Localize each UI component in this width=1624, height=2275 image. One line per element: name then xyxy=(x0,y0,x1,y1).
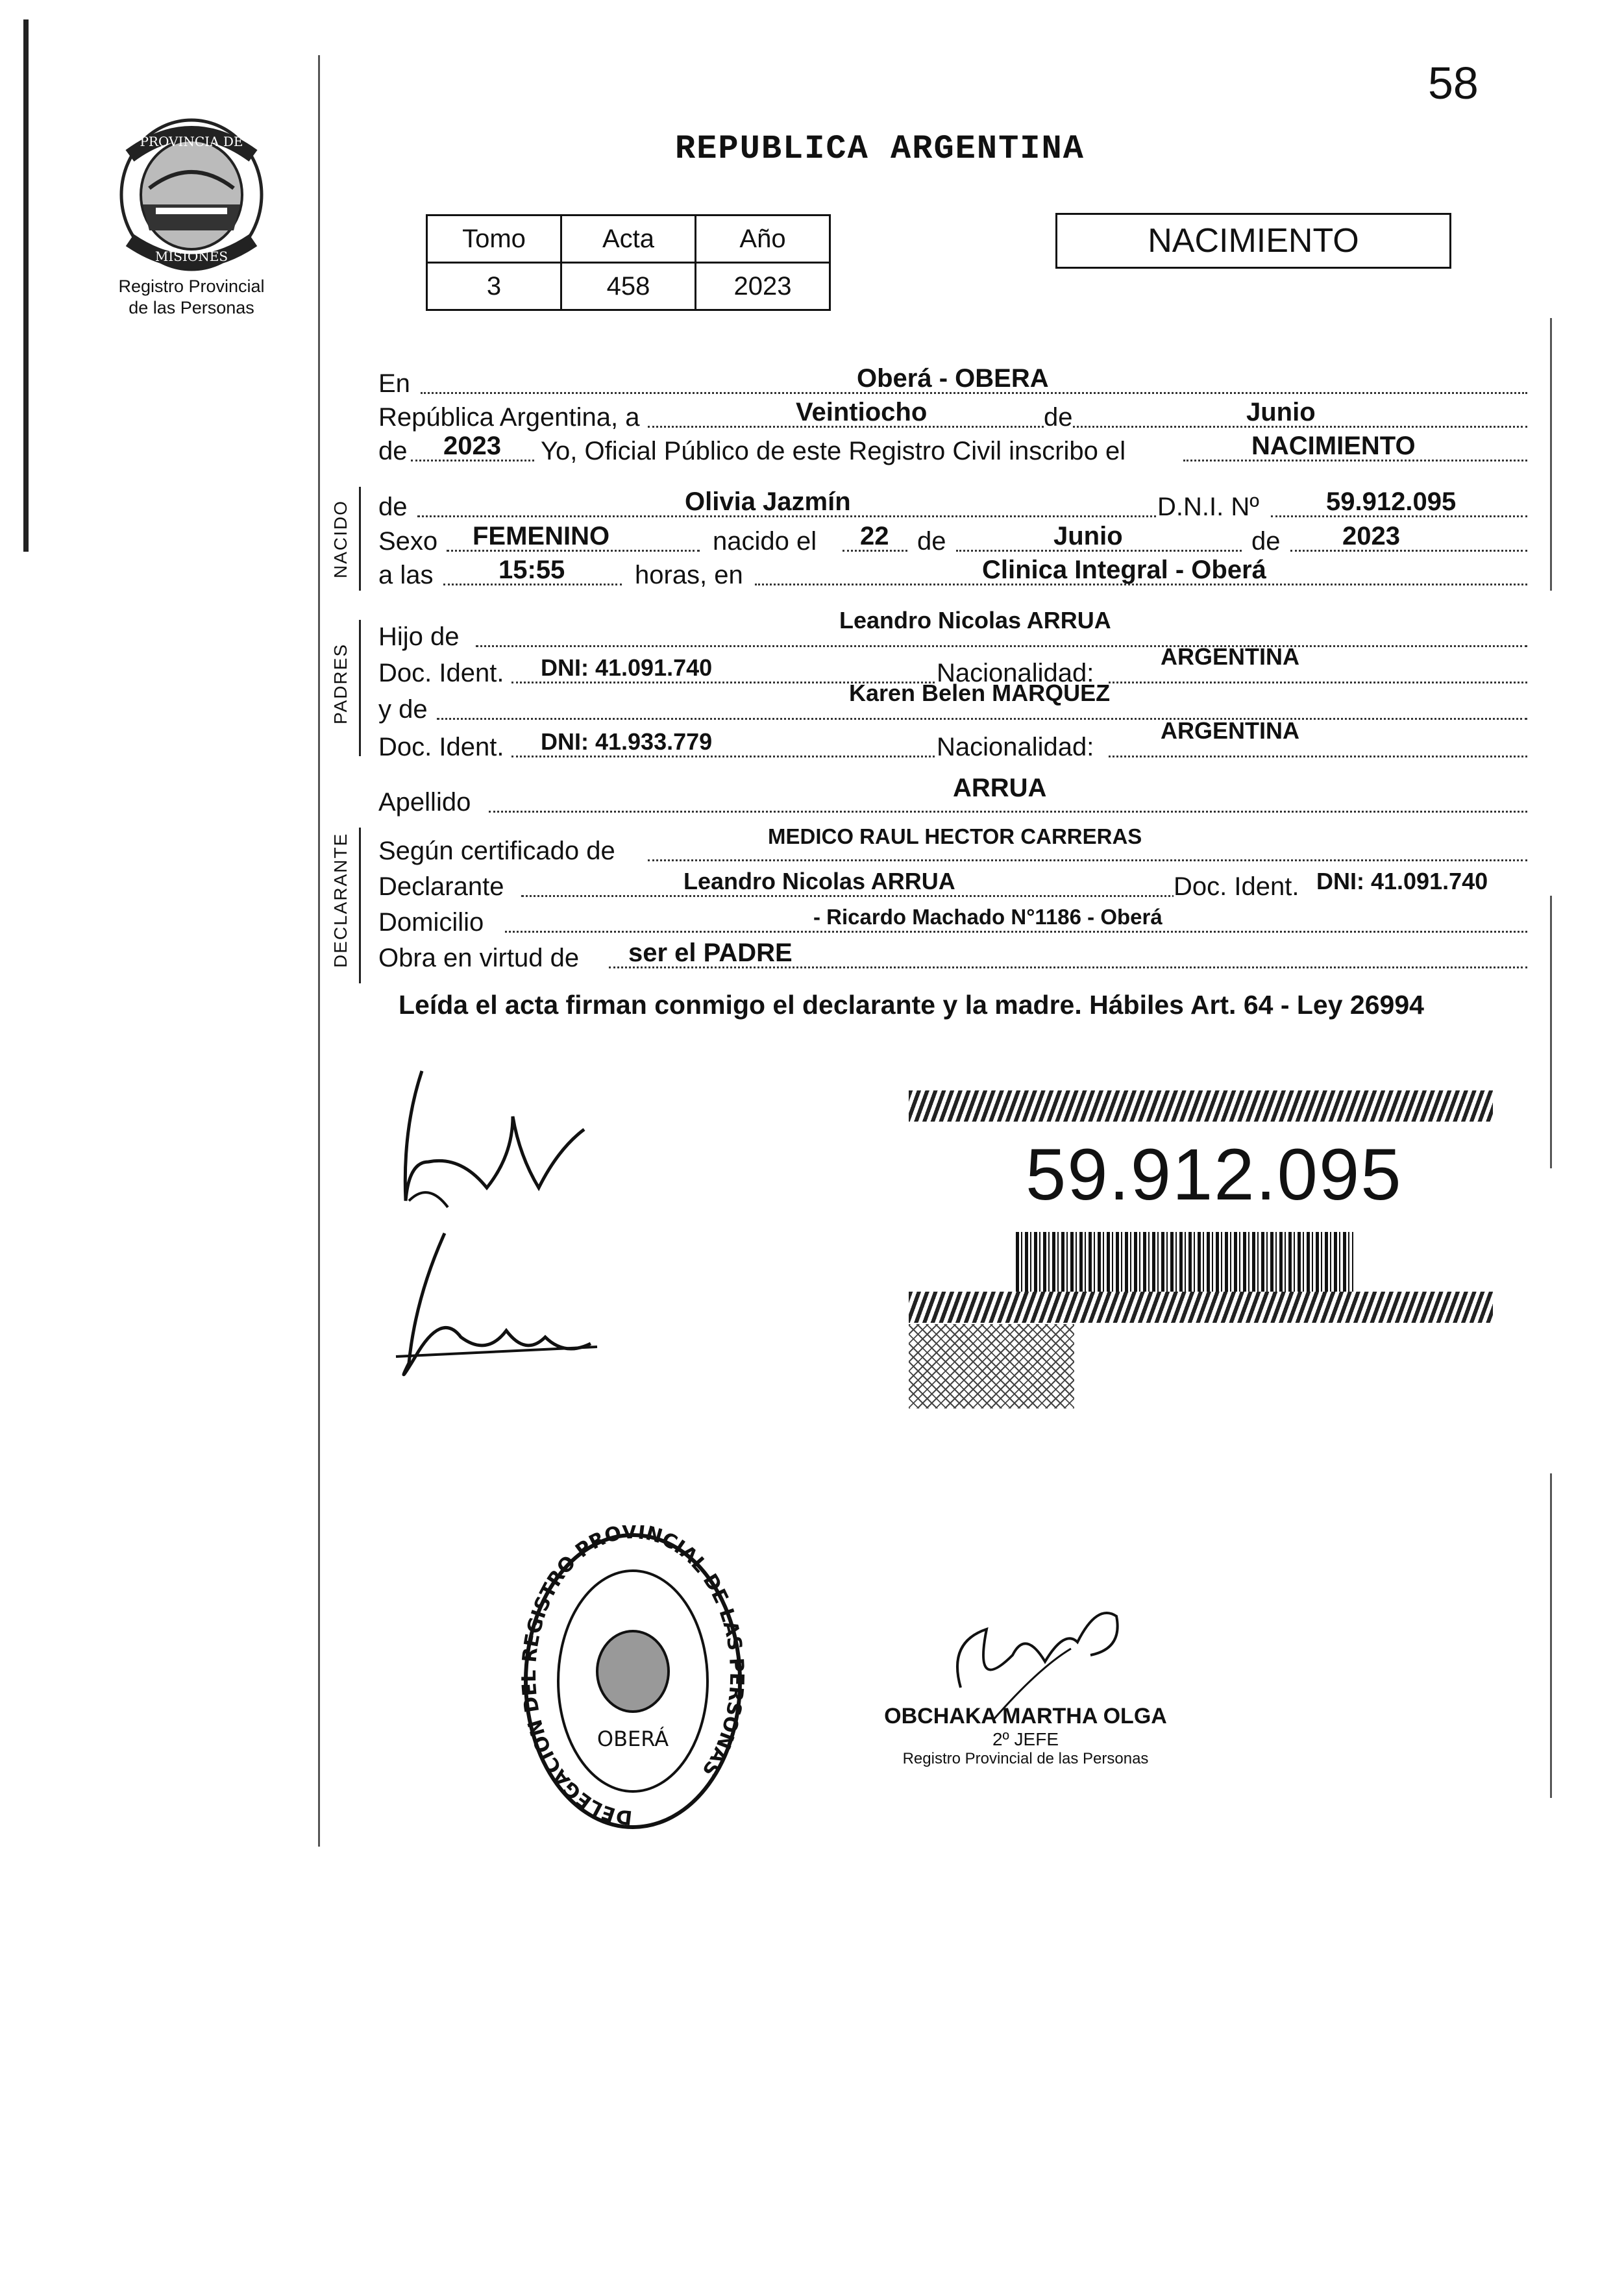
apellido-label: Apellido xyxy=(378,788,471,817)
registry-header-row xyxy=(427,215,830,263)
logo-caption-line1: Registro Provincial xyxy=(118,277,265,296)
birth-place: Clinica Integral - Oberá xyxy=(982,556,1266,584)
svg-text:PROVINCIA DE: PROVINCIA DE xyxy=(140,134,243,149)
svg-text:DELEGACION DEL REGISTRO PROVIN: DELEGACION DEL REGISTRO PROVINCIAL DE LAS PERSONAS xyxy=(519,1525,746,1829)
declarante-value: Leandro Nicolas ARRUA xyxy=(683,868,955,894)
line-certificado xyxy=(378,824,1527,868)
line-domicilio xyxy=(378,905,1527,939)
en-value: Oberá - OBERA xyxy=(857,364,1049,393)
line-apellido xyxy=(378,774,1527,819)
republica-month: Junio xyxy=(1246,398,1316,426)
father-name: Leandro Nicolas ARRUA xyxy=(839,607,1111,633)
line-hora xyxy=(378,558,1527,592)
cert-value: MEDICO RAUL HECTOR CARRERAS xyxy=(768,824,1142,848)
domicilio-value: - Ricardo Machado N°1186 - Oberá xyxy=(813,905,1163,929)
year-de-label: de xyxy=(378,437,408,465)
birth-month: Junio xyxy=(1053,522,1123,550)
birth-de-label: de xyxy=(917,527,946,556)
signature-icon xyxy=(389,1051,662,1418)
registry-value-tomo: 3 xyxy=(427,263,561,310)
birth-de-label-2: de xyxy=(1251,527,1281,556)
declarante-section-label: DECLARANTE xyxy=(330,832,351,968)
father-doc-label: Doc. Ident. xyxy=(378,659,504,687)
officer-role: 2º JEFE xyxy=(992,1729,1059,1749)
svg-text:OBERÁ: OBERÁ xyxy=(597,1727,669,1751)
nacido-section-label: NACIDO xyxy=(330,500,351,578)
line-declarante xyxy=(378,870,1527,904)
provincial-seal-icon xyxy=(117,117,266,276)
registry-header-tomo: Tomo xyxy=(427,215,561,263)
apellido-value: ARRUA xyxy=(953,774,1047,802)
left-margin-line xyxy=(23,19,29,552)
logo-caption xyxy=(97,276,286,319)
nacido-de-label: de xyxy=(378,493,408,521)
line-yde xyxy=(378,680,1527,726)
registry-table xyxy=(426,214,831,311)
yo-text: Yo, Oficial Público de este Registro Civil inscribo el xyxy=(541,437,1126,465)
sexo-value: FEMENINO xyxy=(473,522,610,550)
padres-section-label: PADRES xyxy=(330,643,351,724)
yde-label: y de xyxy=(378,695,428,724)
page-title: REPUBLICA ARGENTINA xyxy=(675,130,1085,168)
child-name: Olivia Jazmín xyxy=(685,487,851,516)
alas-label: a las xyxy=(378,561,434,589)
declarante-doc-label: Doc. Ident. xyxy=(1174,870,1299,904)
birth-year: 2023 xyxy=(1342,522,1400,550)
child-dni: 59.912.095 xyxy=(1326,487,1457,516)
father-doc: DNI: 41.091.740 xyxy=(541,654,713,681)
birth-day: 22 xyxy=(860,522,889,550)
line-mother-doc xyxy=(378,717,1527,764)
right-rule-line-bottom xyxy=(1550,1473,1552,1798)
mother-doc-label: Doc. Ident. xyxy=(378,733,504,761)
mother-name: Karen Belen MARQUEZ xyxy=(849,680,1111,706)
line-hijo xyxy=(378,607,1527,654)
registry-value-row xyxy=(427,263,830,310)
horas-en-label: horas, en xyxy=(635,561,743,589)
legal-text: Leída el acta firman conmigo el declarante y la madre. Hábiles Art. 64 - Ley 26994 xyxy=(399,990,1424,1020)
republica-de-label: de xyxy=(1044,400,1073,434)
republica-label: República Argentina, a xyxy=(378,403,640,432)
registry-header-acta: Acta xyxy=(561,215,696,263)
page-rule-line xyxy=(318,55,320,1847)
page-number: 58 xyxy=(1428,58,1479,108)
official-stamp-icon xyxy=(519,1525,746,1840)
registry-header-anio: Año xyxy=(696,215,830,263)
nacido-bracket xyxy=(359,487,361,591)
guilloche-pattern xyxy=(909,1324,1074,1408)
line-obra xyxy=(378,941,1527,975)
republica-day: Veintiocho xyxy=(796,398,928,426)
cert-label: Según certificado de xyxy=(378,837,615,865)
declarante-bracket xyxy=(359,828,361,983)
record-type-box: NACIMIENTO xyxy=(1055,213,1451,269)
right-rule-line xyxy=(1550,318,1552,591)
dni-label: D.N.I. Nº xyxy=(1157,490,1259,524)
en-label: En xyxy=(378,369,410,398)
domicilio-label: Domicilio xyxy=(378,908,484,937)
obra-value: ser el PADRE xyxy=(628,939,793,967)
line-en xyxy=(378,364,1527,400)
security-band-icon xyxy=(909,1090,1493,1122)
right-rule-line-lower xyxy=(1550,896,1552,1168)
registry-value-acta: 458 xyxy=(561,263,696,310)
registry-value-anio: 2023 xyxy=(696,263,830,310)
year-value: 2023 xyxy=(443,432,501,460)
logo-caption-line2: de las Personas xyxy=(129,298,254,317)
mother-nationality: ARGENTINA xyxy=(1161,717,1299,744)
obra-label: Obra en virtud de xyxy=(378,944,580,972)
sexo-label: Sexo xyxy=(378,527,438,556)
officer-org: Registro Provincial de las Personas xyxy=(902,1750,1149,1767)
hijo-label: Hijo de xyxy=(378,622,460,651)
father-nationality: ARGENTINA xyxy=(1161,643,1299,670)
birth-time: 15:55 xyxy=(498,556,565,584)
security-band-lower xyxy=(909,1292,1493,1323)
father-nat-label: Nacionalidad: xyxy=(937,656,1094,690)
declarante-label: Declarante xyxy=(378,872,504,901)
line-inscribo xyxy=(378,434,1527,468)
declarante-doc: DNI: 41.091.740 xyxy=(1316,868,1488,894)
mother-doc: DNI: 41.933.779 xyxy=(541,728,713,755)
nacido-el-label: nacido el xyxy=(713,527,817,556)
inscribo-value: NACIMIENTO xyxy=(1251,432,1416,460)
id-number-large: 59.912.095 xyxy=(1026,1134,1403,1215)
officer-name: OBCHAKA MARTHA OLGA xyxy=(884,1704,1167,1728)
svg-text:MISIONES: MISIONES xyxy=(154,249,228,264)
mother-nat-label: Nacionalidad: xyxy=(937,730,1094,764)
padres-bracket xyxy=(359,620,361,756)
officer-block xyxy=(857,1704,1194,1768)
